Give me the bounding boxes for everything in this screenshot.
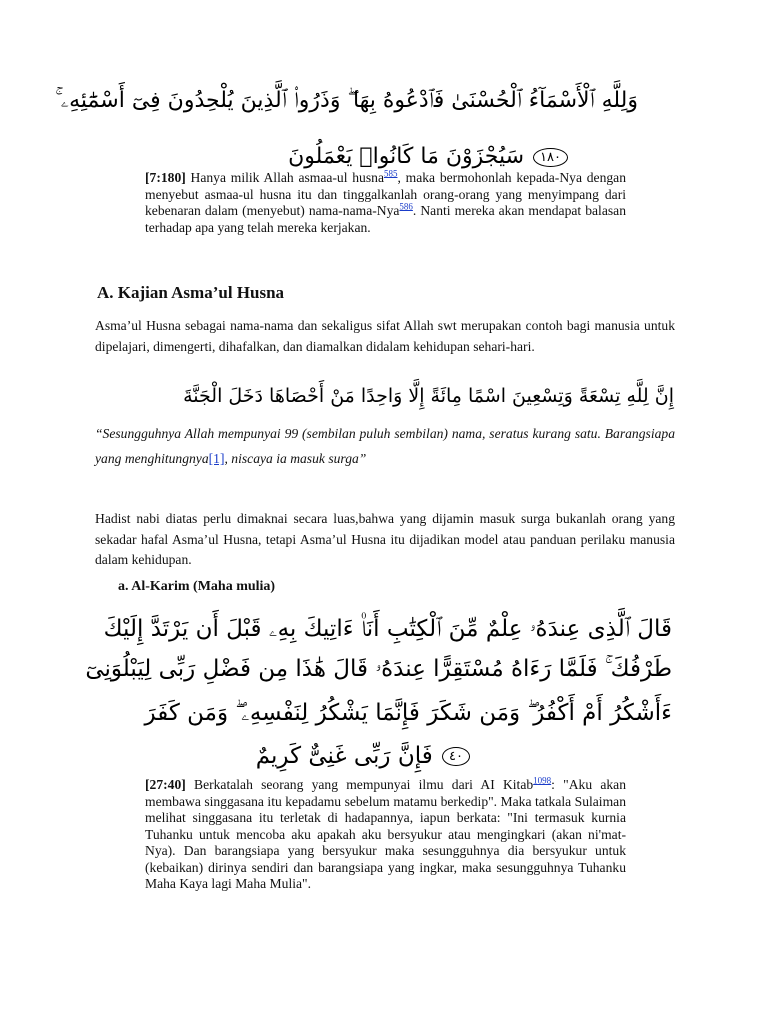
footnote-link-1098[interactable]: 1098 (533, 775, 552, 786)
ayah-number-badge: ١٨٠ (533, 148, 568, 167)
verse-reference: [7:180] (145, 170, 186, 185)
verse-7-180-arabic-line-2 (288, 144, 570, 169)
hadith-arabic: إِنَّ لِلَّهِ تِسْعَةً وَتِسْعِينَ اسْمًا مِائَةً إِلَّا وَاحِدًا مَنْ أَحْصَاهَا دَخَلَ الْجَنَّةَ (183, 385, 674, 407)
translation-text: : "Aku akan membawa singgasana itu kepadamu sebelum matamu berkedip". Maka tatkala Sulaiman melihat singgasana itu terletak di hadapannya, iapun berkata: "Ini termasuk kurnia Tuhanku untuk mencoba aku apakah aku bersyukur atau mengingkari (akan ni'mat-Nya). Dan barangsiapa yang bersyukur maka sesungguhnya dia bersyukur untuk (kebaikan) dirinya sendiri dan barangsiapa yang ingkar, maka sesungguhnya Tuhanku Maha Kaya lagi Maha Mulia". (145, 777, 626, 891)
verse-reference: [27:40] (145, 777, 186, 792)
footnote-link-586[interactable]: 586 (399, 201, 413, 212)
verse-27-40-arabic-line-2: طَرْفُكَ ۚ فَلَمَّا رَءَاهُ مُسْتَقِرًّا عِندَهُۥ قَالَ هَٰذَا مِن فَضْلِ رَبِّى لِيَبْلُوَنِىٓ (85, 656, 672, 682)
hadith-footnote-link[interactable]: [1] (208, 451, 225, 466)
translation-text: Berkatalah seorang yang mempunyai ilmu dari AI Kitab (185, 777, 534, 792)
ayah-number-badge: ٤٠ (442, 747, 470, 766)
translation-text: . Nanti mereka akan mendapat balasan terhadap apa yang telah mereka kerjakan. (145, 203, 626, 235)
translation-text: Hanya milik Allah asmaa-ul husna (185, 170, 384, 185)
intro-paragraph: Asma’ul Husna sebagai nama-nama dan sekaligus sifat Allah swt merupakan contoh bagi manusia untuk dipelajari, dimengerti, dihafalkan, dan diamalkan didalam kehidupan sehari-hari. (95, 318, 675, 354)
verse-27-40-arabic-line-3: ءَأَشْكُرُ أَمْ أَكْفُرُ ۖ وَمَن شَكَرَ فَإِنَّمَا يَشْكُرُ لِنَفْسِهِۦ ۖ وَمَن كَفَرَ (144, 700, 672, 726)
verse-27-40-arabic-line-4-text: فَإِنَّ رَبِّى غَنِىٌّ كَرِيمٌ (255, 743, 433, 769)
verse-7-180-translation (145, 170, 626, 236)
hadith-translation (95, 421, 675, 471)
subheading-al-karim: a. Al-Karim (Maha mulia) (118, 579, 276, 594)
footnote-link-585[interactable]: 585 (383, 168, 398, 179)
verse-27-40-arabic-line-1: قَالَ ٱلَّذِى عِندَهُۥ عِلْمٌ مِّنَ ٱلْكِتَٰبِ أَنَا۠ ءَاتِيكَ بِهِۦ قَبْلَ أَن يَرْتَدَّ إِلَيْكَ (103, 616, 672, 642)
verse-27-40-translation (145, 777, 626, 893)
verse-27-40-arabic-line-4 (256, 743, 472, 769)
hadith-translation-text: , niscaya ia masuk surga” (224, 451, 367, 466)
verse-7-180-arabic-line-2-text: سَيُجْزَوْنَ مَا كَانُوا۟ يَعْمَلُونَ (288, 144, 525, 169)
section-heading: A. Kajian Asma’ul Husna (97, 283, 285, 302)
hadith-note-paragraph: Hadist nabi diatas perlu dimaknai secara luas,bahwa yang dijamin masuk surga bukanlah orang yang sekadar hafal Asma’ul Husna, tetapi Asma’ul Husna itu dijadikan model atau panduan perilaku manusia dalam kehidupan. (95, 511, 675, 567)
hadith-translation-text: “Sesungguhnya Allah mempunyai 99 (sembilan puluh sembilan) nama, seratus kurang satu. Barangsiapa yang menghitungnya (95, 426, 675, 466)
verse-7-180-arabic-line-1: وَلِلَّهِ ٱلْأَسْمَآءُ ٱلْحُسْنَىٰ فَٱدْعُوهُ بِهَا ۖ وَذَرُوا۟ ٱلَّذِينَ يُلْحِدُونَ فِىٓ أَسْمَٰٓئِهِۦ ۚ (55, 88, 638, 113)
translation-text: , maka bermohonlah kepada-Nya dengan menyebut asmaa-ul husna itu dan tinggalkanlah orang-orang yang menyimpang dari kebenaran dalam (menyebut) nama-nama-Nya (145, 170, 626, 218)
